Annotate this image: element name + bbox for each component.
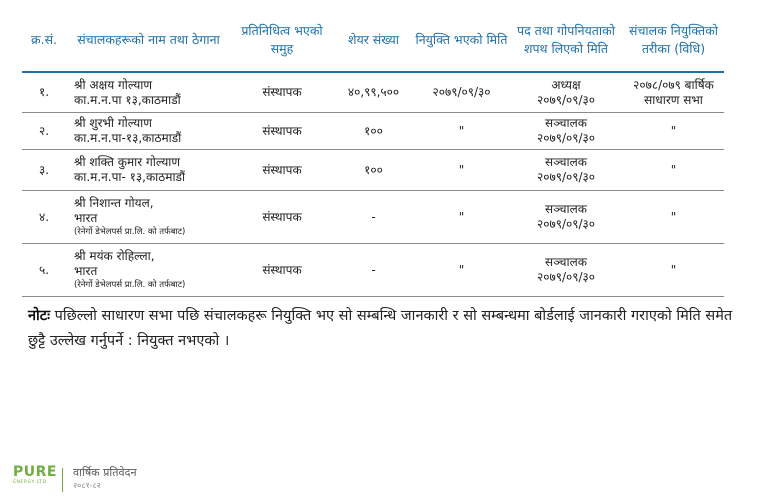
table-header-row (22, 8, 724, 72)
table-row (22, 150, 724, 191)
cell-serial: ४. (22, 191, 66, 244)
director-address: का.म.न.पा १३,काठमाडौं (74, 92, 181, 107)
oath-date: २०७९/०९/३० (536, 217, 595, 231)
cell-method: " (623, 244, 724, 297)
cell-name-address (66, 113, 231, 150)
cell-position-oath (509, 72, 623, 113)
cell-method: " (623, 191, 724, 244)
cell-shares: ४०,९९,५०० (333, 72, 414, 113)
cell-shares: १०० (333, 113, 414, 150)
cell-serial: २. (22, 113, 66, 150)
director-name: श्री शक्ति कुमार गोल्याण (74, 155, 181, 169)
header-name-address: संचालकहरूको नाम तथा ठेगाना (66, 8, 231, 72)
director-address: भारत (74, 210, 98, 225)
director-address: का.म.न.पा- १३,काठमाडौं (74, 170, 186, 184)
cell-name-address (66, 244, 231, 297)
cell-appointed-date: " (414, 113, 509, 150)
note-paragraph (28, 304, 738, 354)
director-name: श्री निशान्त गोयल, (74, 195, 154, 210)
oath-date: २०७९/०९/३० (536, 92, 595, 107)
position-title: सञ्चालक (544, 116, 588, 130)
cell-name-address (66, 72, 231, 113)
cell-appointed-date: " (414, 244, 509, 297)
cell-appointed-date: " (414, 150, 509, 191)
representation-note: (रेनेर्गो डेभेलपर्स प्रा.लि. को तर्फबाट) (74, 226, 186, 237)
cell-method: " (623, 113, 724, 150)
cell-method: २०७८/०७९ बार्षिक साधारण सभा (623, 72, 724, 113)
cell-name-address (66, 191, 231, 244)
cell-shares: - (333, 244, 414, 297)
cell-name-address (66, 150, 231, 191)
cell-position-oath (509, 244, 623, 297)
position-title: सञ्चालक (544, 155, 588, 169)
cell-appointed-date: २०७९/०९/३० (414, 72, 509, 113)
report-year: २०८१-८२ (73, 481, 101, 490)
director-address: भारत (74, 263, 98, 278)
director-name: श्री शुरभी गोल्याण (74, 116, 152, 130)
report-title: वार्षिक प्रतिवेदन (73, 466, 137, 479)
oath-date: २०७९/०९/३० (536, 170, 595, 184)
cell-group: संस्थापक (231, 244, 333, 297)
cell-group: संस्थापक (231, 113, 333, 150)
oath-date: २०७९/०९/३० (536, 131, 595, 145)
oath-date: २०७९/०९/३० (536, 270, 595, 284)
page-footer (13, 464, 313, 494)
position-title: अध्यक्ष (551, 77, 581, 92)
header-shares: शेयर संख्या (333, 8, 414, 72)
table-row (22, 191, 724, 244)
cell-serial: १. (22, 72, 66, 113)
cell-group: संस्थापक (231, 72, 333, 113)
table-row (22, 72, 724, 113)
header-method: संचालक नियुक्तिको तरीका (विधि) (623, 8, 724, 72)
cell-position-oath (509, 113, 623, 150)
position-title: सञ्चालक (544, 255, 588, 269)
cell-group: संस्थापक (231, 191, 333, 244)
note-text: पछिल्लो साधारण सभा पछि संचालकहरू नियुक्ति भए सो सम्बन्धि जानकारी र सो सम्बन्धमा बोर्डलाई जानकारी गराएको मिति समेत छुट्टै उल्लेख गर्नुपर्ने : नियुक्त नभएको । (28, 308, 733, 349)
table-row (22, 113, 724, 150)
director-name: श्री मयंक रोहिल्ला, (74, 248, 155, 263)
header-position-oath: पद तथा गोपनियताको शपथ लिएको मिति (509, 8, 623, 72)
cell-shares: १०० (333, 150, 414, 191)
table-row (22, 244, 724, 297)
cell-position-oath (509, 191, 623, 244)
header-appointed-date: नियुक्ति भएको मिति (414, 8, 509, 72)
logo-subtext: ENERGY LTD (13, 480, 47, 485)
cell-group: संस्थापक (231, 150, 333, 191)
footer-divider (62, 468, 63, 492)
cell-appointed-date: " (414, 191, 509, 244)
company-logo (13, 464, 57, 486)
logo-wordmark: PURE (13, 464, 57, 480)
note-label: नोटः (28, 308, 51, 324)
representation-note: (रेनेर्गो डेभेलपर्स प्रा.लि. को तर्फबाट) (74, 279, 186, 290)
header-group: प्रतिनिधित्व भएको समुह (231, 8, 333, 72)
cell-serial: ३. (22, 150, 66, 191)
cell-serial: ५. (22, 244, 66, 297)
position-title: सञ्चालक (544, 202, 588, 216)
director-address: का.म.न.पा-१३,काठमाडौं (74, 131, 182, 145)
director-name: श्री अक्षय गोल्याण (74, 77, 153, 92)
cell-position-oath (509, 150, 623, 191)
header-serial: क्र.सं. (22, 8, 66, 72)
directors-table (22, 8, 724, 297)
cell-method: " (623, 150, 724, 191)
cell-shares: - (333, 191, 414, 244)
